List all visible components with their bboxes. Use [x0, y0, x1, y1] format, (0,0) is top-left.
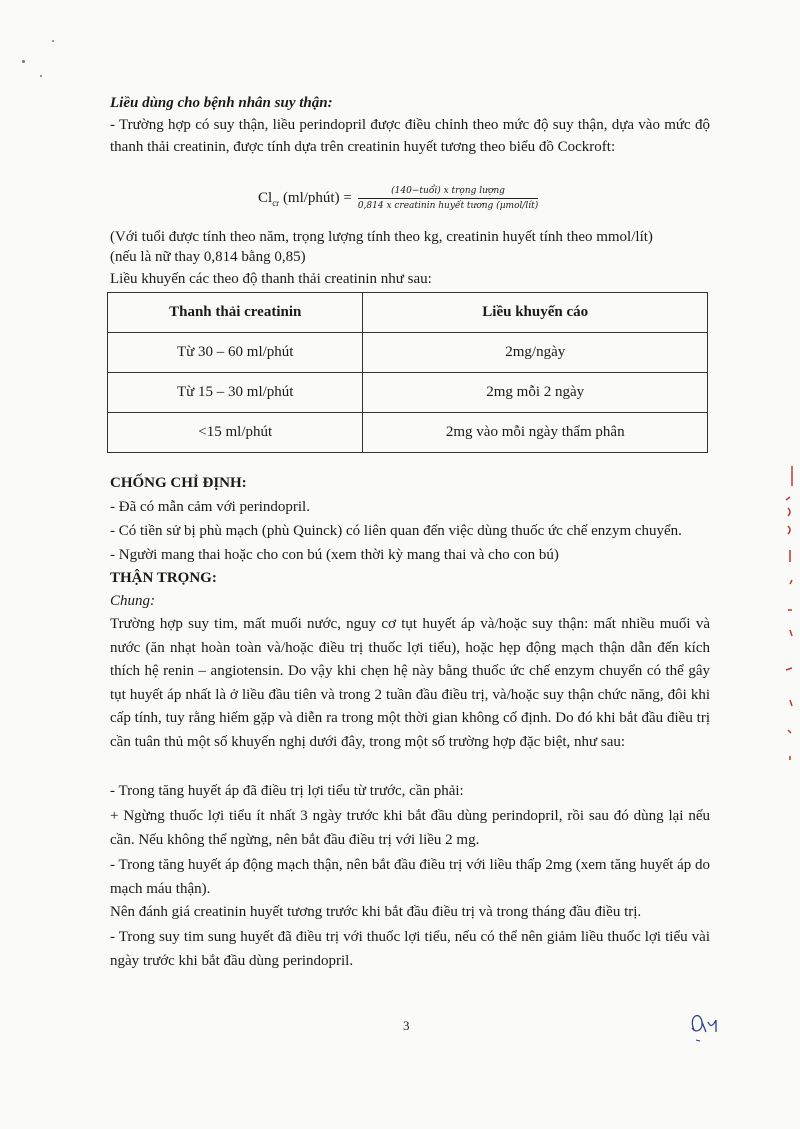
- contraindications-heading: CHỐNG CHỈ ĐỊNH:: [110, 475, 247, 491]
- list-item: - Đã có mẫn cảm với perindopril.: [110, 499, 310, 515]
- formula-numerator: (140−tuổi) x trọng lượng: [391, 186, 505, 196]
- renal-heading: Liều dùng cho bệnh nhân suy thận:: [110, 95, 333, 111]
- list-item: - Người mang thai hoặc cho con bú (xem thời kỳ mang thai và cho con bú): [110, 547, 559, 563]
- precautions-subheading: Chung:: [110, 593, 155, 609]
- table-row: [108, 333, 708, 373]
- formula-note-units: (Với tuổi được tính theo năm, trọng lượng tính theo kg, creatinin huyết tính theo mmol/lít): [110, 229, 653, 245]
- table-cell: Từ 15 – 30 ml/phút: [108, 373, 363, 413]
- table-row: [108, 413, 708, 453]
- table-row: [108, 373, 708, 413]
- scan-speck: [40, 75, 42, 77]
- table-cell: <15 ml/phút: [108, 413, 363, 453]
- formula-lhs: $Cl_{cr}$ (ml/phút) =: [258, 189, 352, 208]
- scan-speck: [52, 40, 54, 42]
- table-cell: Từ 30 – 60 ml/phút: [108, 333, 363, 373]
- precautions-paragraph: - Trong suy tim sung huyết đã điều trị với thuốc lợi tiểu, nếu có thể nên giảm liều thuốc lợi tiểu vài ngày trước khi bắt đầu dùng perindopril.: [110, 929, 710, 969]
- table-cell: 2mg mỗi 2 ngày: [363, 373, 708, 413]
- dose-table: [107, 292, 708, 453]
- precautions-paragraph: - Trong tăng huyết áp động mạch thận, nên bắt đầu điều trị với liều thấp 2mg (xem tăng huyết áp do mạch máu thận).: [110, 857, 710, 897]
- table-header-row: [108, 293, 708, 333]
- table-intro: Liều khuyến các theo độ thanh thải creatinin như sau:: [110, 271, 432, 287]
- initials-signature-icon: [686, 1008, 726, 1044]
- red-stamp-edge-icon: [772, 460, 794, 790]
- precautions-paragraph: Trường hợp suy tim, mất muối nước, nguy cơ tụt huyết áp và/hoặc suy thận: mất nhiều muối và nước (ăn nhạt hoàn toàn và/hoặc điều trị thuốc lợi tiểu), hoặc hẹp động mạch thận dẫn đến kích thích hệ renin – angiotensin. Do vậy khi chẹn hệ này bằng thuốc ức chế enzym chuyển có thể gây tụt huyết áp nhất là ở liều đầu tiên và trong 2 tuần đầu điều trị, và/hoặc suy thận chức năng, đôi khi cấp tính, tuy rằng hiếm gặp và diễn ra trong một thời gian không cố định. Do đó khi bắt đầu điều trị cần tuân thủ một số khuyến nghị dưới đây, trong một số trường hợp đặc biệt, như sau:: [110, 616, 710, 750]
- table-header-cell: Liều khuyến cáo: [363, 293, 708, 333]
- page-number: 3: [403, 1018, 410, 1033]
- scan-speck: [22, 60, 25, 63]
- precautions-paragraph: + Ngừng thuốc lợi tiểu ít nhất 3 ngày trước khi bắt đầu dùng perindopril, rồi sau đó dùng lại nếu cần. Nếu không thể ngừng, nên bắt đầu điều trị với liều 2 mg.: [110, 808, 710, 848]
- table-header-cell: Thanh thải creatinin: [108, 293, 363, 333]
- formula-note-female: (nếu là nữ thay 0,814 bằng 0,85): [110, 249, 306, 265]
- list-item: - Có tiền sử bị phù mạch (phù Quinck) có liên quan đến việc dùng thuốc ức chế enzym chuyển.: [110, 523, 682, 539]
- table-cell: 2mg vào mỗi ngày thẩm phân: [363, 413, 708, 453]
- formula-denominator: 0,814 x creatinin huyết tương (µmol/lít): [357, 201, 539, 211]
- formula-fraction: [358, 186, 538, 211]
- table-cell: 2mg/ngày: [363, 333, 708, 373]
- precautions-paragraph: - Trong tăng huyết áp đã điều trị lợi tiểu từ trước, cần phải:: [110, 783, 464, 799]
- precautions-heading: THẬN TRỌNG:: [110, 570, 217, 586]
- renal-paragraph: - Trường hợp có suy thận, liều perindopril được điều chỉnh theo mức độ suy thận, dựa vào mức độ thanh thải creatinin, được tính dựa trên creatinin huyết tương theo biểu đồ Cockroft:: [110, 117, 710, 155]
- precautions-paragraph: Nên đánh giá creatinin huyết tương trước khi bắt đầu điều trị và trong tháng đầu điều trị.: [110, 904, 642, 920]
- cockcroft-formula: [258, 186, 538, 211]
